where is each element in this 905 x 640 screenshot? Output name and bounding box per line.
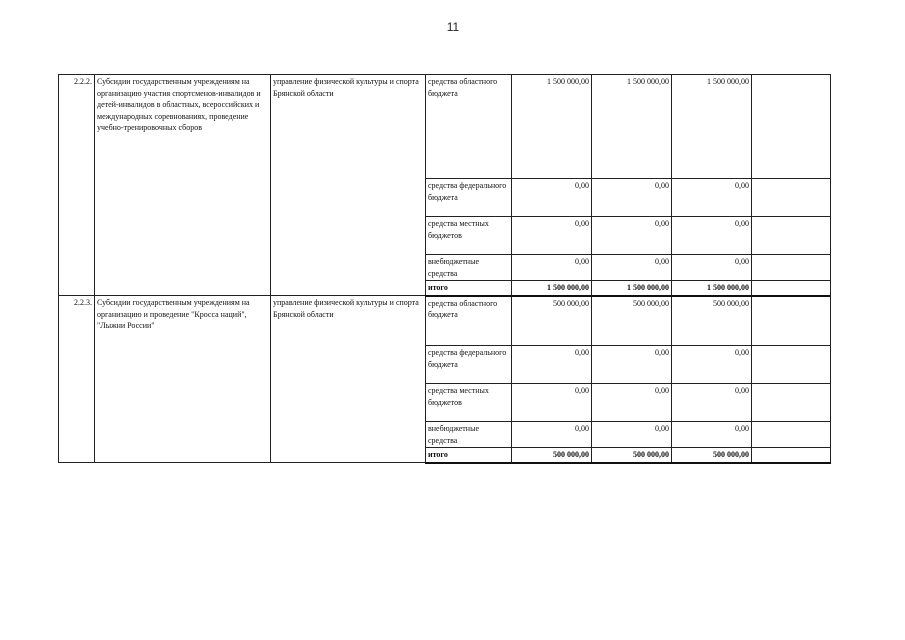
amount-year-3: 0,00	[672, 384, 752, 422]
amount-year-2: 1 500 000,00	[592, 75, 672, 179]
amount-year-2: 500 000,00	[592, 296, 672, 346]
amount-year-1: 0,00	[512, 217, 592, 255]
total-year-2: 1 500 000,00	[592, 281, 672, 296]
amount-year-1: 500 000,00	[512, 296, 592, 346]
page-number: 11	[446, 20, 460, 34]
amount-year-2: 0,00	[592, 384, 672, 422]
item-description: Субсидии государственным учреждениям на организацию и проведение "Кросса наций", "Лыжни России"	[95, 296, 271, 463]
amount-year-3: 0,00	[672, 422, 752, 448]
amount-year-1: 0,00	[512, 422, 592, 448]
total-year-3: 1 500 000,00	[672, 281, 752, 296]
total-year-2: 500 000,00	[592, 448, 672, 463]
amount-year-2: 0,00	[592, 179, 672, 217]
item-code: 2.2.2.	[59, 75, 95, 296]
funding-source: средства областного бюджета	[426, 296, 512, 346]
empty-cell	[752, 346, 831, 384]
amount-year-1: 1 500 000,00	[512, 75, 592, 179]
amount-year-3: 0,00	[672, 179, 752, 217]
amount-year-3: 0,00	[672, 255, 752, 281]
amount-year-3: 0,00	[672, 217, 752, 255]
total-year-1: 500 000,00	[512, 448, 592, 463]
amount-year-3: 1 500 000,00	[672, 75, 752, 179]
funding-source: внебюджетные средства	[426, 255, 512, 281]
budget-table	[58, 74, 831, 464]
empty-cell	[752, 255, 831, 281]
empty-cell	[752, 179, 831, 217]
item-code: 2.2.3.	[59, 296, 95, 463]
empty-cell	[752, 217, 831, 255]
total-year-3: 500 000,00	[672, 448, 752, 463]
empty-cell	[752, 448, 831, 463]
amount-year-1: 0,00	[512, 346, 592, 384]
amount-year-1: 0,00	[512, 255, 592, 281]
total-year-1: 1 500 000,00	[512, 281, 592, 296]
item-description: Субсидии государственным учреждениям на организацию участия спортсменов-инвалидов и детей-инвалидов в областных, всероссийских и международных соревнованиях, проведение учебно-тренировочных сборов	[95, 75, 271, 296]
amount-year-3: 500 000,00	[672, 296, 752, 346]
empty-cell	[752, 296, 831, 346]
amount-year-2: 0,00	[592, 217, 672, 255]
table-row	[59, 296, 831, 346]
empty-cell	[752, 422, 831, 448]
amount-year-2: 0,00	[592, 346, 672, 384]
total-label: итого	[426, 448, 512, 463]
funding-source: средства федерального бюджета	[426, 346, 512, 384]
funding-source: внебюджетные средства	[426, 422, 512, 448]
empty-cell	[752, 384, 831, 422]
empty-cell	[752, 75, 831, 179]
total-label: итого	[426, 281, 512, 296]
funding-source: средства местных бюджетов	[426, 217, 512, 255]
table-row	[59, 75, 831, 179]
item-executor: управление физической культуры и спорта Брянской области	[271, 296, 426, 463]
amount-year-1: 0,00	[512, 179, 592, 217]
funding-source: средства областного бюджета	[426, 75, 512, 179]
amount-year-2: 0,00	[592, 422, 672, 448]
amount-year-2: 0,00	[592, 255, 672, 281]
funding-source: средства местных бюджетов	[426, 384, 512, 422]
amount-year-1: 0,00	[512, 384, 592, 422]
empty-cell	[752, 281, 831, 296]
item-executor: управление физической культуры и спорта Брянской области	[271, 75, 426, 296]
funding-source: средства федерального бюджета	[426, 179, 512, 217]
amount-year-3: 0,00	[672, 346, 752, 384]
